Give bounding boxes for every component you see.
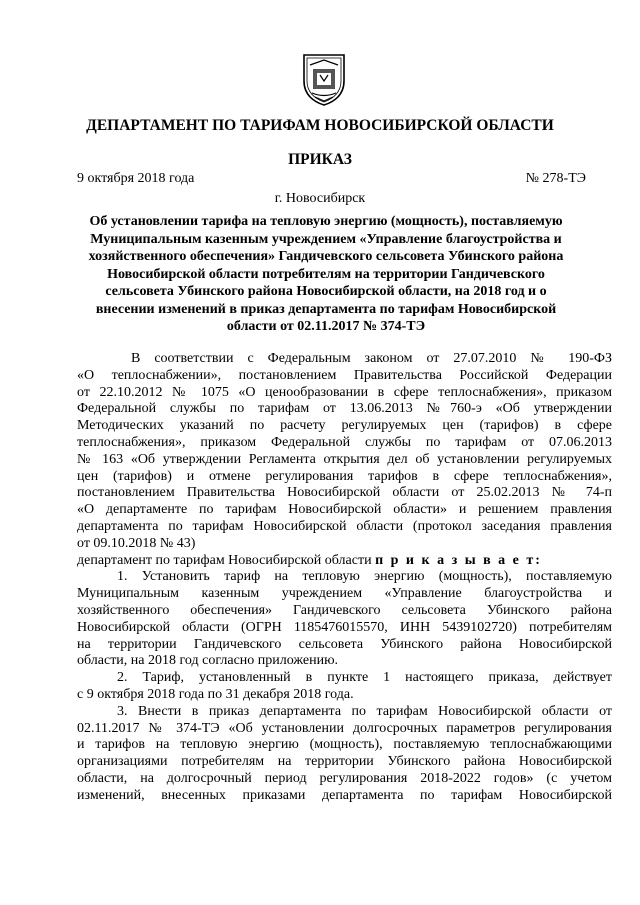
preamble-line: от 22.10.2012 № 1075 «О ценообразовании в сфере теплоснабжения», приказом (77, 384, 612, 400)
item-3-line: 02.11.2017 № 374-ТЭ «Об установлении долгосрочных параметров регулирования (77, 720, 612, 736)
item-3-line: 3. Внести в приказ департамента по тарифам Новосибирской области от (117, 703, 612, 719)
preamble-line: В соответствии с Федеральным законом от 27.07.2010 № 190-ФЗ (131, 351, 612, 366)
item-1-line: Муниципальным казенным учреждением «Управление благоустройства и (77, 586, 612, 602)
item-1-line: хозяйственного обеспечения» Гандичевского сельсовета Убинского района (77, 602, 612, 618)
preamble-line: департамента по тарифам Новосибирской области (протокол заседания правления (77, 518, 612, 534)
preamble-line: «О теплоснабжении», постановлением Правительства Российской Федерации (77, 367, 612, 383)
item-2-paragraph (77, 670, 612, 704)
item-1-line: области, на 2018 год согласно приложению. (77, 653, 339, 669)
item-3-line: организациями потребителям на территории Убинского района Новосибирской (77, 754, 612, 770)
document-subject (80, 213, 572, 336)
item-1-line: на территории Гандичевского сельсовета Убинского района Новосибирской (77, 636, 612, 652)
document-type: ПРИКАЗ (288, 151, 352, 168)
subject-line: внесении изменений в приказ департамента по тарифам Новосибирской (95, 301, 557, 317)
subject-line: области от 02.11.2017 № 374-ТЭ (226, 319, 426, 334)
item-3-paragraph (77, 704, 612, 805)
document-date: 9 октября 2018 года (77, 171, 195, 186)
item-1-line: 1. Установить тариф на тепловую энергию (мощность), поставляемую (117, 569, 612, 585)
preamble-line: постановлением Правительства Новосибирской области от 25.02.2013 № 74-п (77, 485, 612, 501)
order-word: п р и к а з ы в а е т: (375, 552, 542, 568)
item-1-line: Новосибирской области (ОГРН 1185476015570, ИНН 5439102720) потребителям (77, 619, 612, 635)
order-line (77, 553, 612, 570)
item-2-line: с 9 октября 2018 года по 31 декабря 2018 года. (77, 686, 354, 702)
department-title: ДЕПАРТАМЕНТ ПО ТАРИФАМ НОВОСИБИРСКОЙ ОБЛАСТИ (86, 117, 554, 134)
item-3-line: области, на долгосрочный период регулирования 2018-2022 годов» (с учетом (77, 770, 612, 786)
subject-line: хозяйственного обеспечения» Гандичевского сельсовета Убинского района (88, 249, 564, 264)
preamble-paragraph (77, 351, 612, 553)
preamble-line: от 09.10.2018 № 43) (77, 535, 196, 551)
preamble-line: теплоснабжения», приказом Федеральной службы по тарифам от 07.06.2013 (77, 434, 612, 450)
item-1-paragraph (77, 569, 612, 670)
subject-line: Новосибирской области потребителям на территории Гандичевского (107, 266, 545, 282)
subject-line: Об установлении тарифа на тепловую энергию (мощность), поставляемую (89, 214, 563, 229)
preamble-line: № 163 «Об утверждении Регламента открытия дел об установлении регулируемых (77, 451, 612, 467)
document-city: г. Новосибирск (274, 191, 366, 206)
document-number: № 278-ТЭ (525, 171, 586, 186)
preamble-line: Методических указаний по расчету регулируемых цен (тарифов) в сфере (77, 418, 612, 434)
preamble-line: цен (тарифов) и отмене регулирования тарифов в сфере теплоснабжения», (77, 468, 612, 484)
document-body (77, 351, 612, 805)
subject-line: Муниципальным казенным учреждением «Управление благоустройства и (90, 231, 562, 247)
coat-of-arms-icon (300, 51, 348, 107)
preamble-line: «О департаменте по тарифам Новосибирской области» и решением правления (77, 502, 612, 518)
item-3-line: и тарифов на тепловую энергию (мощность), поставляемую теплоснабжающими (77, 737, 612, 753)
subject-line: сельсовета Убинского района Новосибирской области, на 2018 год и о (105, 284, 547, 299)
preamble-line: Федеральной службы по тарифам от 13.06.2013 №760-э «Об утверждении (77, 401, 612, 417)
item-2-line: 2. Тариф, установленный в пункте 1 настоящего приказа, действует (117, 670, 612, 686)
item-3-line: изменений, внесенных приказами департамента по тарифам Новосибирской (77, 787, 612, 803)
order-phrase: департамент по тарифам Новосибирской области (77, 552, 372, 568)
